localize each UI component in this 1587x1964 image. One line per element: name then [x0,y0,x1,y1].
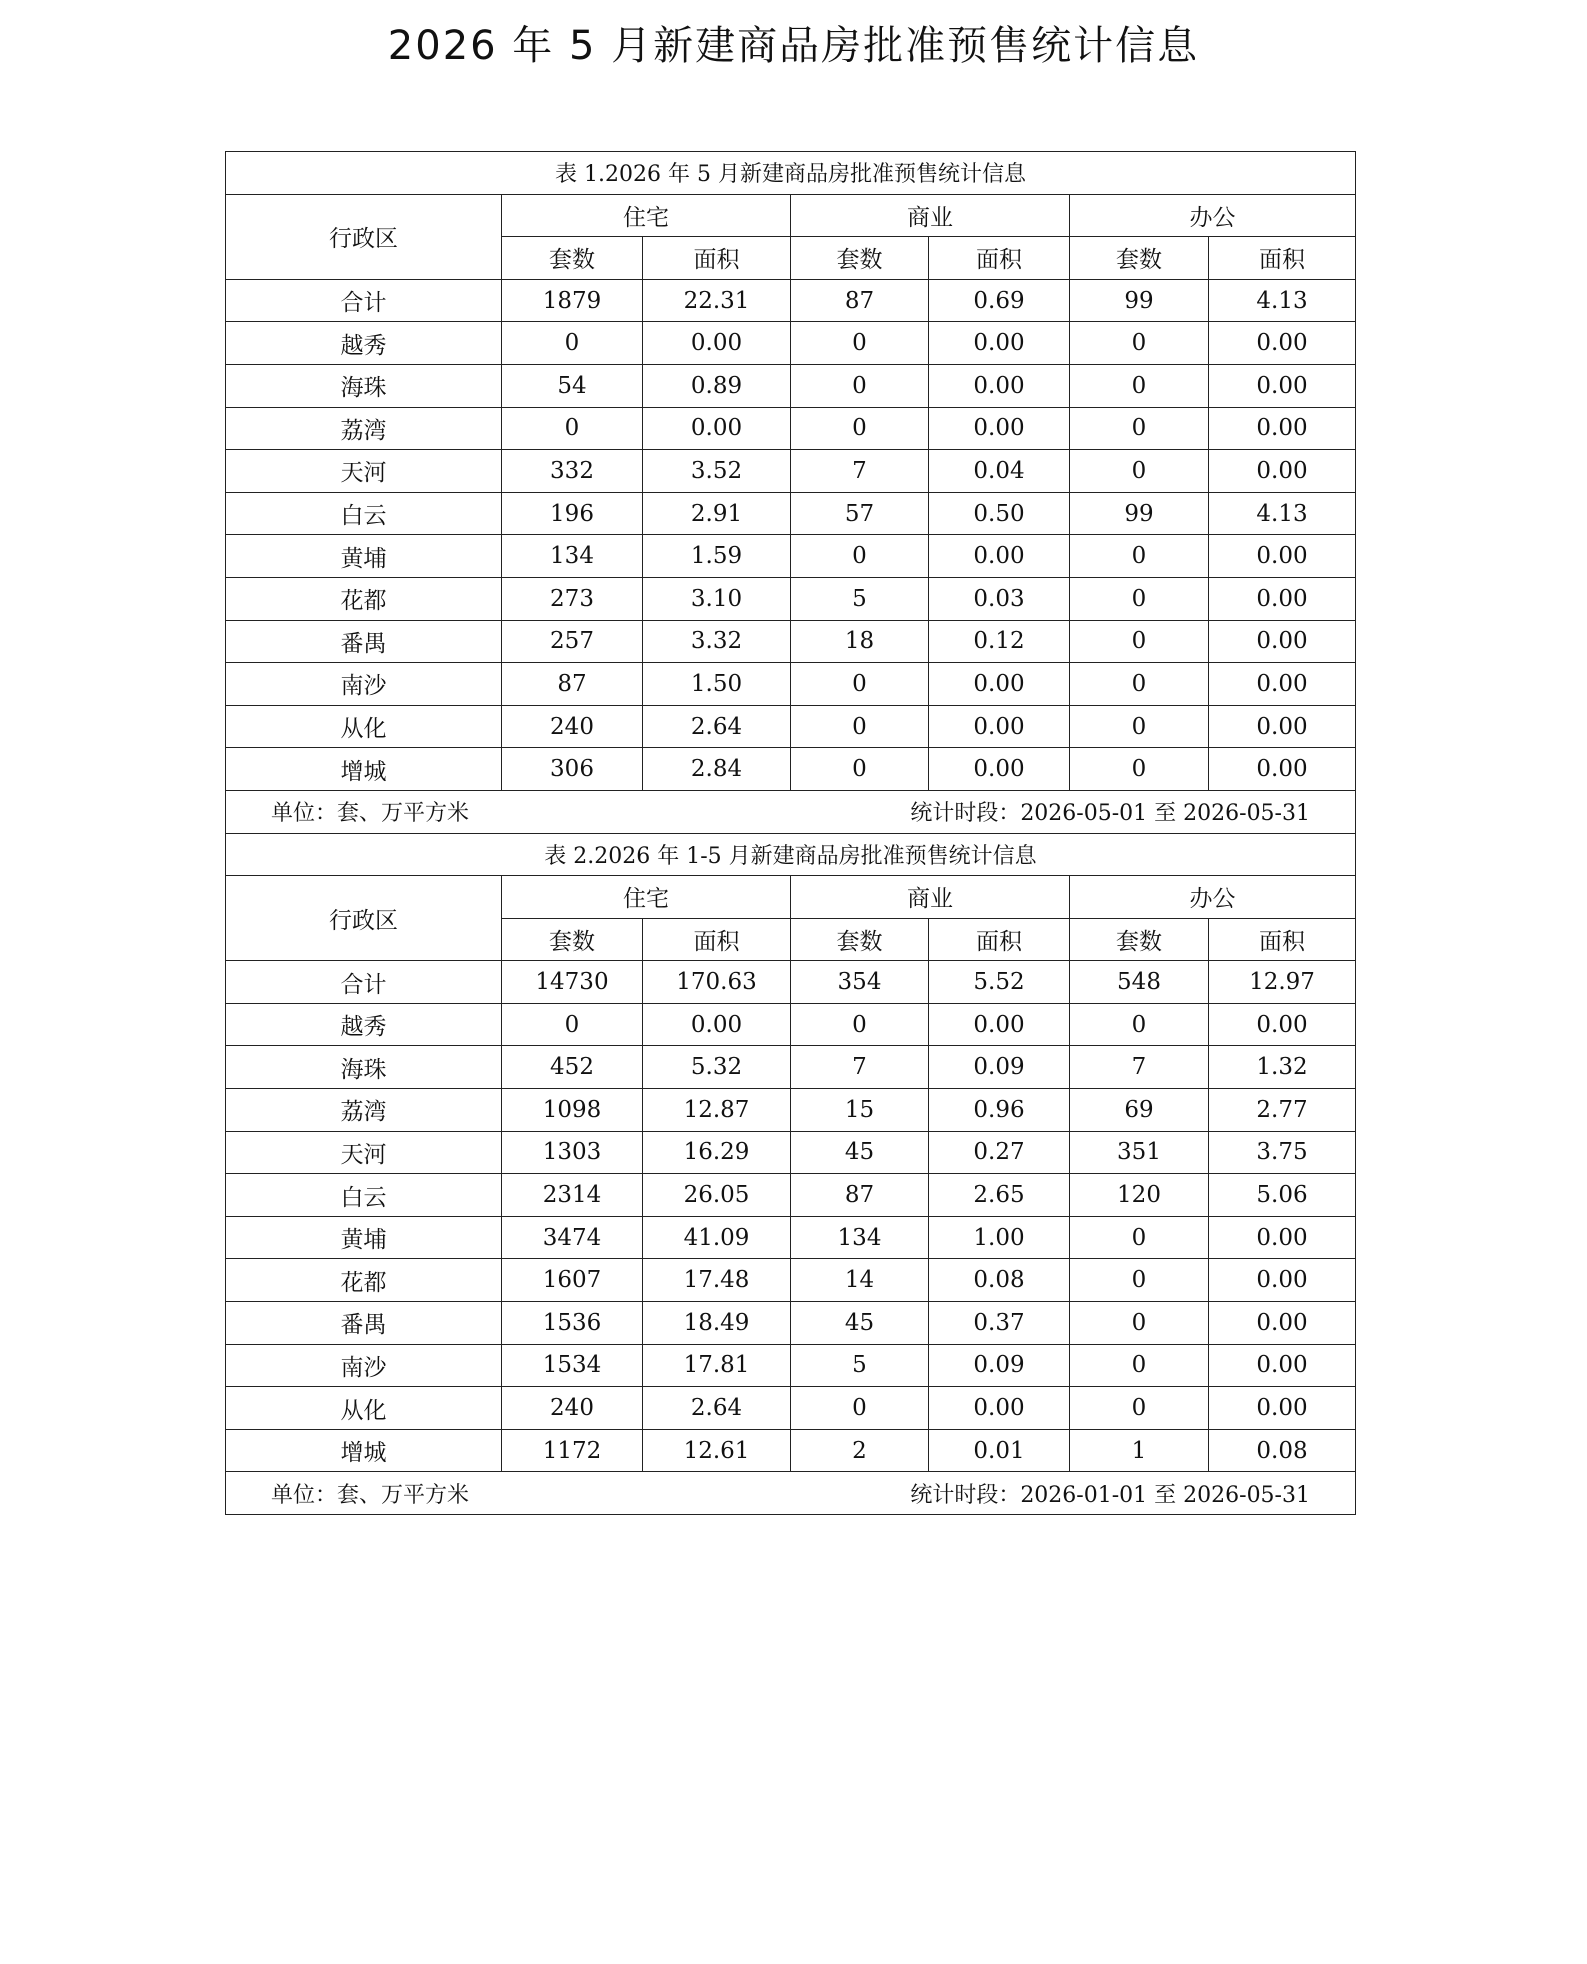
value-cell: 99 [1070,492,1209,535]
table-row [226,1174,1356,1217]
table-row [226,1131,1356,1174]
table-row [226,663,1356,706]
district-name: 海珠 [226,1046,502,1089]
value-cell: 1.59 [643,535,791,578]
value-cell: 54 [502,364,643,407]
value-cell: 306 [502,748,643,791]
value-cell: 1879 [502,279,643,322]
value-cell: 0 [1070,1387,1209,1430]
value-cell: 18.49 [643,1302,791,1345]
value-cell: 2.91 [643,492,791,535]
value-cell: 257 [502,620,643,663]
value-cell: 45 [791,1131,929,1174]
table-row [226,322,1356,365]
district-name: 番禺 [226,1302,502,1345]
value-cell: 4.13 [1209,492,1356,535]
value-cell: 0 [791,535,929,578]
value-cell: 0 [791,1003,929,1046]
value-cell: 0.00 [643,1003,791,1046]
value-cell: 120 [1070,1174,1209,1217]
value-cell: 0.00 [1209,535,1356,578]
table-caption-row [226,833,1356,876]
table-row [226,961,1356,1004]
district-name: 番禺 [226,620,502,663]
value-cell: 0 [1070,1216,1209,1259]
value-cell: 45 [791,1302,929,1345]
table-row [226,1387,1356,1430]
value-cell: 0.00 [1209,322,1356,365]
value-cell: 0.09 [929,1046,1070,1089]
value-cell: 0 [1070,1003,1209,1046]
value-cell: 16.29 [643,1131,791,1174]
value-cell: 0.00 [1209,577,1356,620]
value-cell: 2.64 [643,1387,791,1430]
value-cell: 87 [791,1174,929,1217]
value-cell: 5.32 [643,1046,791,1089]
subheader-cell: 套数 [791,237,929,280]
table-row [226,364,1356,407]
value-cell: 0 [1070,577,1209,620]
value-cell: 3.10 [643,577,791,620]
value-cell: 0.00 [1209,1259,1356,1302]
value-cell: 0 [791,748,929,791]
unit-note: 单位：套、万平方米 [271,801,470,827]
value-cell: 0.00 [1209,663,1356,706]
district-name: 增城 [226,748,502,791]
value-cell: 3474 [502,1216,643,1259]
value-cell: 0.50 [929,492,1070,535]
subheader-cell: 套数 [1070,237,1209,280]
value-cell: 351 [1070,1131,1209,1174]
subheader-cell: 面积 [1209,918,1356,961]
value-cell: 452 [502,1046,643,1089]
subheader-cell: 套数 [1070,918,1209,961]
value-cell: 0.01 [929,1429,1070,1472]
value-cell: 0.00 [929,748,1070,791]
value-cell: 12.97 [1209,961,1356,1004]
value-cell: 99 [1070,279,1209,322]
district-name: 越秀 [226,1003,502,1046]
value-cell: 5 [791,1344,929,1387]
value-cell: 69 [1070,1089,1209,1132]
value-cell: 3.75 [1209,1131,1356,1174]
value-cell: 0.00 [929,1387,1070,1430]
district-name: 增城 [226,1429,502,1472]
value-cell: 0.00 [1209,407,1356,450]
district-name: 花都 [226,1259,502,1302]
value-cell: 0.00 [1209,364,1356,407]
table-row [226,535,1356,578]
value-cell: 273 [502,577,643,620]
value-cell: 0 [1070,535,1209,578]
value-cell: 0 [791,364,929,407]
district-name: 黄埔 [226,1216,502,1259]
value-cell: 12.61 [643,1429,791,1472]
value-cell: 1536 [502,1302,643,1345]
value-cell: 0.69 [929,279,1070,322]
footer-content [226,1478,1355,1509]
value-cell: 0 [502,407,643,450]
table-row [226,450,1356,493]
value-cell: 0.00 [929,663,1070,706]
district-name: 白云 [226,492,502,535]
value-cell: 0.00 [1209,1344,1356,1387]
district-header: 行政区 [226,194,502,279]
value-cell: 0 [1070,1302,1209,1345]
value-cell: 12.87 [643,1089,791,1132]
district-name: 荔湾 [226,407,502,450]
value-cell: 0 [502,1003,643,1046]
value-cell: 0.00 [929,535,1070,578]
group-header: 办公 [1070,876,1356,919]
value-cell: 0 [1070,407,1209,450]
district-name: 从化 [226,1387,502,1430]
district-name: 白云 [226,1174,502,1217]
table-header-row [226,194,1356,237]
value-cell: 7 [791,1046,929,1089]
table-caption: 表 2.2026 年 1-5 月新建商品房批准预售统计信息 [226,833,1356,876]
table-row [226,577,1356,620]
value-cell: 87 [791,279,929,322]
value-cell: 14 [791,1259,929,1302]
value-cell: 134 [502,535,643,578]
value-cell: 5.52 [929,961,1070,1004]
value-cell: 1.32 [1209,1046,1356,1089]
value-cell: 332 [502,450,643,493]
value-cell: 4.13 [1209,279,1356,322]
value-cell: 2.65 [929,1174,1070,1217]
district-header: 行政区 [226,876,502,961]
value-cell: 0 [791,663,929,706]
subheader-cell: 面积 [643,918,791,961]
table-row [226,1089,1356,1132]
table-row [226,1003,1356,1046]
value-cell: 0 [1070,705,1209,748]
table-footer [226,1472,1356,1515]
value-cell: 17.81 [643,1344,791,1387]
value-cell: 26.05 [643,1174,791,1217]
unit-note: 单位：套、万平方米 [271,1482,470,1508]
table-row [226,1302,1356,1345]
table-row [226,1344,1356,1387]
value-cell: 5.06 [1209,1174,1356,1217]
value-cell: 134 [791,1216,929,1259]
value-cell: 354 [791,961,929,1004]
value-cell: 0.00 [929,322,1070,365]
table-row [226,492,1356,535]
group-header: 商业 [791,194,1070,237]
subheader-cell: 套数 [502,237,643,280]
district-name: 合计 [226,279,502,322]
value-cell: 0.00 [1209,1216,1356,1259]
value-cell: 0 [1070,364,1209,407]
value-cell: 7 [1070,1046,1209,1089]
table-footer-row [226,790,1356,833]
value-cell: 0 [791,705,929,748]
footer-content [226,796,1355,827]
value-cell: 0.00 [1209,450,1356,493]
value-cell: 0 [1070,322,1209,365]
subheader-cell: 套数 [502,918,643,961]
statistics-table [225,151,1356,1515]
value-cell: 0.03 [929,577,1070,620]
value-cell: 0 [502,322,643,365]
value-cell: 1.50 [643,663,791,706]
value-cell: 57 [791,492,929,535]
value-cell: 0.00 [1209,705,1356,748]
page-title: 2026 年 5 月新建商品房批准预售统计信息 [387,23,1200,69]
value-cell: 0 [1070,1259,1209,1302]
district-name: 黄埔 [226,535,502,578]
table-row [226,1259,1356,1302]
value-cell: 0 [1070,620,1209,663]
value-cell: 0.08 [1209,1429,1356,1472]
value-cell: 0 [791,1387,929,1430]
value-cell: 0.27 [929,1131,1070,1174]
value-cell: 0.04 [929,450,1070,493]
table-row [226,705,1356,748]
value-cell: 170.63 [643,961,791,1004]
district-name: 南沙 [226,1344,502,1387]
value-cell: 18 [791,620,929,663]
value-cell: 0.00 [643,407,791,450]
value-cell: 15 [791,1089,929,1132]
value-cell: 22.31 [643,279,791,322]
value-cell: 0.00 [1209,1003,1356,1046]
value-cell: 3.32 [643,620,791,663]
district-name: 荔湾 [226,1089,502,1132]
value-cell: 240 [502,1387,643,1430]
value-cell: 3.52 [643,450,791,493]
district-name: 从化 [226,705,502,748]
value-cell: 0.00 [929,364,1070,407]
subheader-cell: 面积 [929,918,1070,961]
value-cell: 0.08 [929,1259,1070,1302]
value-cell: 240 [502,705,643,748]
period-note: 统计时段：2026-05-01 至 2026-05-31 [910,801,1310,827]
value-cell: 2 [791,1429,929,1472]
table-row [226,1046,1356,1089]
district-name: 花都 [226,577,502,620]
value-cell: 0 [1070,663,1209,706]
value-cell: 0.00 [1209,620,1356,663]
value-cell: 0.00 [1209,1387,1356,1430]
value-cell: 0 [791,322,929,365]
value-cell: 196 [502,492,643,535]
value-cell: 0.00 [929,705,1070,748]
value-cell: 41.09 [643,1216,791,1259]
value-cell: 1172 [502,1429,643,1472]
value-cell: 0.00 [929,1003,1070,1046]
value-cell: 87 [502,663,643,706]
value-cell: 1534 [502,1344,643,1387]
value-cell: 0.00 [1209,1302,1356,1345]
value-cell: 0.09 [929,1344,1070,1387]
value-cell: 0.89 [643,364,791,407]
table-row [226,407,1356,450]
value-cell: 1607 [502,1259,643,1302]
table-caption: 表 1.2026 年 5 月新建商品房批准预售统计信息 [226,152,1356,195]
value-cell: 0.00 [1209,748,1356,791]
value-cell: 0.96 [929,1089,1070,1132]
district-name: 越秀 [226,322,502,365]
value-cell: 1303 [502,1131,643,1174]
table-row [226,279,1356,322]
group-header: 商业 [791,876,1070,919]
value-cell: 2.64 [643,705,791,748]
value-cell: 0.12 [929,620,1070,663]
value-cell: 548 [1070,961,1209,1004]
table-caption-row [226,152,1356,195]
value-cell: 0.00 [929,407,1070,450]
table-row [226,1429,1356,1472]
group-header: 住宅 [502,876,791,919]
subheader-cell: 面积 [929,237,1070,280]
group-header: 住宅 [502,194,791,237]
value-cell: 0.00 [643,322,791,365]
value-cell: 1098 [502,1089,643,1132]
subheader-cell: 套数 [791,918,929,961]
value-cell: 0.37 [929,1302,1070,1345]
value-cell: 1 [1070,1429,1209,1472]
table-footer [226,790,1356,833]
subheader-cell: 面积 [643,237,791,280]
table-header-row [226,876,1356,919]
value-cell: 0 [1070,450,1209,493]
district-name: 南沙 [226,663,502,706]
value-cell: 0 [1070,1344,1209,1387]
district-name: 天河 [226,1131,502,1174]
value-cell: 17.48 [643,1259,791,1302]
subheader-cell: 面积 [1209,237,1356,280]
group-header: 办公 [1070,194,1356,237]
table-row [226,1216,1356,1259]
value-cell: 0 [1070,748,1209,791]
value-cell: 7 [791,450,929,493]
table-row [226,748,1356,791]
value-cell: 5 [791,577,929,620]
value-cell: 1.00 [929,1216,1070,1259]
value-cell: 2.84 [643,748,791,791]
table-footer-row [226,1472,1356,1515]
district-name: 天河 [226,450,502,493]
period-note: 统计时段：2026-01-01 至 2026-05-31 [910,1482,1310,1508]
table-row [226,620,1356,663]
value-cell: 2314 [502,1174,643,1217]
value-cell: 0 [791,407,929,450]
district-name: 海珠 [226,364,502,407]
district-name: 合计 [226,961,502,1004]
value-cell: 2.77 [1209,1089,1356,1132]
value-cell: 14730 [502,961,643,1004]
